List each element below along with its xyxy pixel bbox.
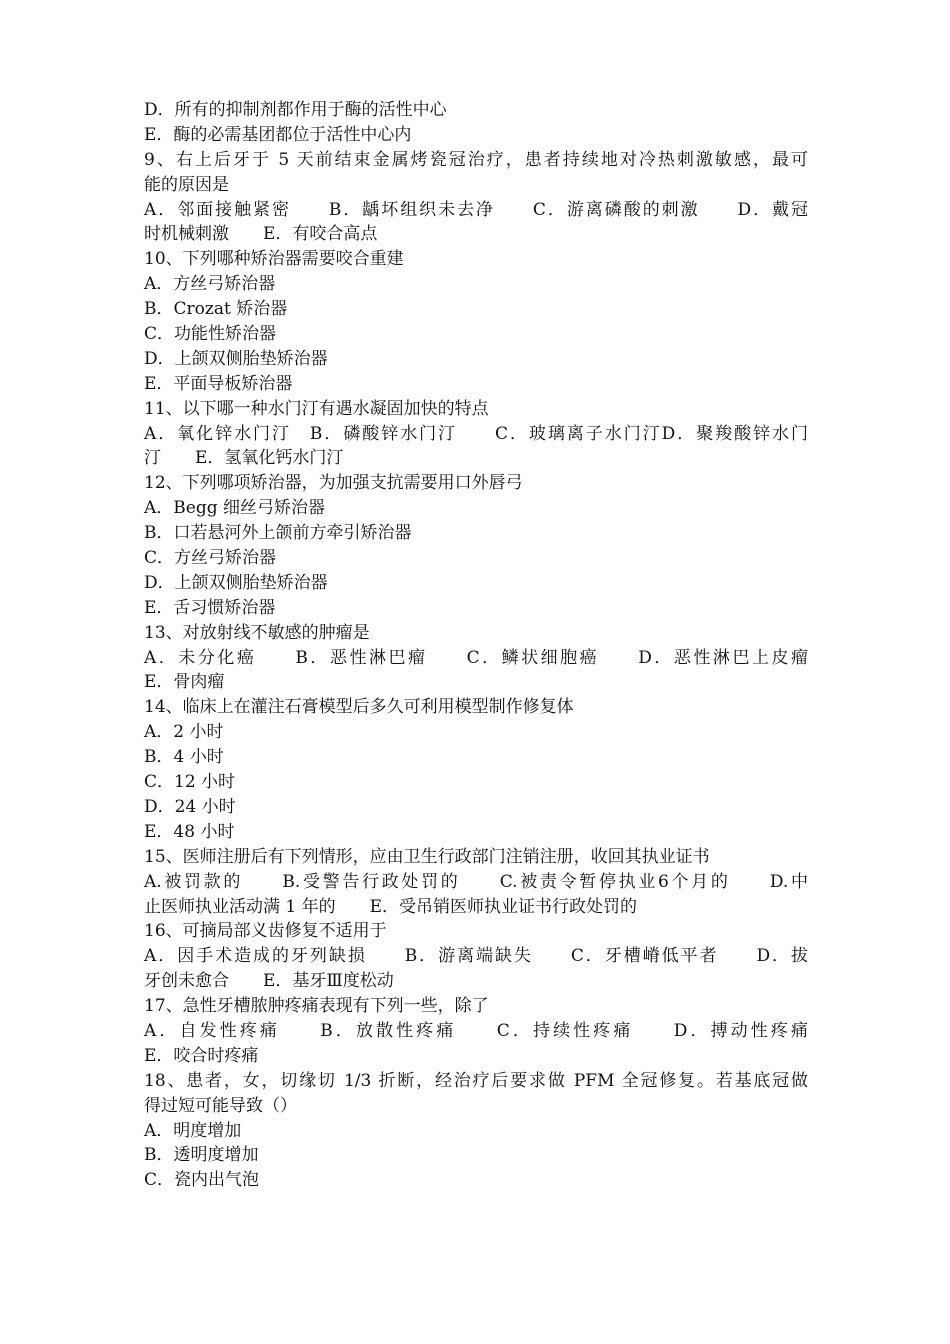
text-line: 18、患者，女，切缘切 1/3 折断，经治疗后要求做 PFM 全冠修复。若基底冠做 [144, 1070, 808, 1091]
text-line: 11、以下哪一种水门汀有遇水凝固加快的特点 [144, 398, 489, 419]
text-line: 14、临床上在灌注石膏模型后多久可利用模型制作修复体 [144, 697, 574, 718]
text-line: C．功能性矫治器 [144, 324, 277, 345]
text-line: A．2 小时 [144, 722, 224, 743]
text-line: 15、医师注册后有下列情形，应由卫生行政部门注销注册，收回其执业证书 [144, 846, 710, 867]
text-line: E．舌习惯矫治器 [144, 597, 276, 618]
text-line: 牙创未愈合 E．基牙Ⅲ度松动 [144, 971, 394, 992]
text-line: C．方丝弓矫治器 [144, 548, 277, 569]
text-line: A．因手术造成的牙列缺损 B．游离端缺失 C．牙槽嵴低平者 D．拔 [144, 946, 808, 967]
text-line: A．明度增加 [144, 1120, 242, 1141]
text-line: A．邻面接触紧密 B．龋坏组织未去净 C．游离磷酸的刺激 D．戴冠 [144, 199, 808, 220]
text-line: A.被罚款的 B.受警告行政处罚的 C.被责令暂停执业6个月的 D.中 [144, 871, 808, 892]
text-line: D．上颌双侧胎垫矫治器 [144, 348, 328, 369]
text-line: A．方丝弓矫治器 [144, 274, 276, 295]
text-line: B．透明度增加 [144, 1145, 259, 1166]
text-line: 9、右上后牙于 5 天前结束金属烤瓷冠治疗，患者持续地对冷热刺激敏感，最可 [144, 149, 808, 170]
text-line: B．口若悬河外上颌前方牵引矫治器 [144, 523, 412, 544]
text-line: A．未分化癌 B．恶性淋巴瘤 C．鳞状细胞癌 D．恶性淋巴上皮瘤 [144, 647, 808, 668]
text-line: 止医师执业活动满 1 年的 E．受吊销医师执业证书行政处罚的 [144, 896, 638, 917]
text-line: E．48 小时 [144, 821, 235, 842]
text-line: E．骨肉瘤 [144, 672, 225, 693]
text-line: E．酶的必需基团都位于活性中心内 [144, 124, 412, 145]
text-line: E．咬合时疼痛 [144, 1045, 259, 1066]
text-line: B．Crozat 矫治器 [144, 299, 288, 320]
text-line: D．所有的抑制剂都作用于酶的活性中心 [144, 100, 447, 120]
text-line: C．瓷内出气泡 [144, 1170, 260, 1191]
text-line: D．上颌双侧胎垫矫治器 [144, 572, 328, 593]
text-line: A．氧化锌水门汀 B．磷酸锌水门汀 C．玻璃离子水门汀D．聚羧酸锌水门 [144, 423, 808, 444]
text-line: 12、下列哪项矫治器，为加强支抗需要用口外唇弓 [144, 473, 523, 494]
text-line: 得过短可能导致（） [144, 1095, 297, 1116]
text-line: B．4 小时 [144, 747, 224, 768]
text-line: 时机械刺激 E．有咬合高点 [144, 224, 378, 245]
text-line: 16、可摘局部义齿修复不适用于 [144, 921, 387, 942]
text-line: 17、急性牙槽脓肿疼痛表现有下列一些，除了 [144, 996, 489, 1017]
text-line: A．自发性疼痛 B．放散性疼痛 C．持续性疼痛 D．搏动性疼痛 [144, 1020, 808, 1041]
text-line: A．Begg 细丝弓矫治器 [144, 498, 325, 519]
text-line: D．24 小时 [144, 796, 236, 817]
text-line: 10、下列哪种矫治器需要咬合重建 [144, 249, 404, 270]
document-body [144, 98, 808, 1193]
text-line: C．12 小时 [144, 772, 236, 793]
text-line: 13、对放射线不敏感的肿瘤是 [144, 622, 370, 643]
text-line: 能的原因是 [144, 174, 229, 195]
text-line: E．平面导板矫治器 [144, 373, 293, 394]
text-line: 汀 E．氢氧化钙水门汀 [144, 448, 344, 469]
